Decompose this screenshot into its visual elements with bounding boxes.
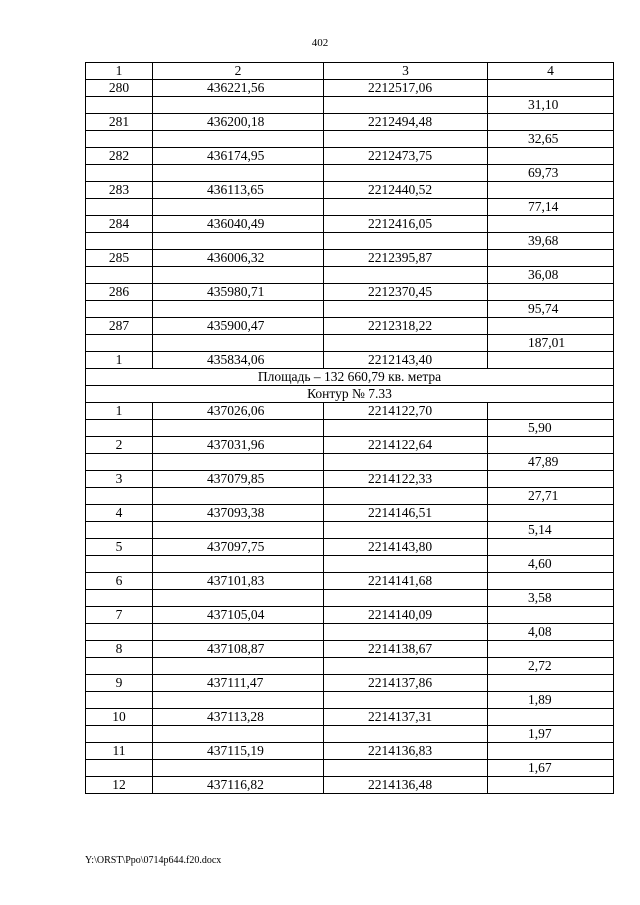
point-number <box>86 199 153 216</box>
header-cell: 2 <box>153 63 324 80</box>
point-number: 280 <box>86 80 153 97</box>
table-row <box>86 522 614 539</box>
table-row <box>86 471 614 488</box>
point-number: 285 <box>86 250 153 267</box>
coordinate-y: 2214122,33 <box>324 471 488 488</box>
coordinate-y <box>324 131 488 148</box>
coordinate-x <box>153 97 324 114</box>
point-number <box>86 420 153 437</box>
distance-cell <box>488 352 614 369</box>
coordinate-x <box>153 131 324 148</box>
table-row <box>86 250 614 267</box>
coordinate-y: 2212318,22 <box>324 318 488 335</box>
table-row <box>86 590 614 607</box>
point-number <box>86 488 153 505</box>
table-row <box>86 488 614 505</box>
distance-value: 2,72 <box>488 658 614 675</box>
coordinate-y <box>324 726 488 743</box>
point-number <box>86 760 153 777</box>
table-row <box>86 131 614 148</box>
coordinate-x <box>153 522 324 539</box>
point-number: 284 <box>86 216 153 233</box>
table-row <box>86 743 614 760</box>
coordinate-x: 437026,06 <box>153 403 324 420</box>
coordinate-y <box>324 692 488 709</box>
coordinate-x: 437111,47 <box>153 675 324 692</box>
distance-cell <box>488 148 614 165</box>
coordinate-y: 2214140,09 <box>324 607 488 624</box>
coordinate-y <box>324 658 488 675</box>
coordinate-y: 2212416,05 <box>324 216 488 233</box>
distance-value: 32,65 <box>488 131 614 148</box>
coordinate-y <box>324 760 488 777</box>
coordinate-x: 437093,38 <box>153 505 324 522</box>
distance-cell <box>488 216 614 233</box>
distance-value: 1,89 <box>488 692 614 709</box>
table-row <box>86 624 614 641</box>
coordinate-y: 2214141,68 <box>324 573 488 590</box>
table-row <box>86 114 614 131</box>
distance-cell <box>488 182 614 199</box>
distance-value: 69,73 <box>488 165 614 182</box>
distance-cell <box>488 114 614 131</box>
table-row <box>86 403 614 420</box>
coordinate-y <box>324 522 488 539</box>
section-row <box>86 369 614 386</box>
coordinate-y <box>324 488 488 505</box>
coordinate-x <box>153 624 324 641</box>
coordinate-x <box>153 556 324 573</box>
distance-cell <box>488 505 614 522</box>
distance-cell <box>488 539 614 556</box>
point-number <box>86 692 153 709</box>
coordinate-y <box>324 97 488 114</box>
distance-cell <box>488 675 614 692</box>
table-row <box>86 97 614 114</box>
table-row <box>86 454 614 471</box>
coordinate-x <box>153 454 324 471</box>
table-row <box>86 675 614 692</box>
coordinate-x: 436221,56 <box>153 80 324 97</box>
distance-value: 5,90 <box>488 420 614 437</box>
distance-cell <box>488 471 614 488</box>
distance-value: 4,08 <box>488 624 614 641</box>
coordinate-x: 436113,65 <box>153 182 324 199</box>
table-row <box>86 318 614 335</box>
point-number: 3 <box>86 471 153 488</box>
distance-value: 187,01 <box>488 335 614 352</box>
table-row <box>86 335 614 352</box>
coordinate-x: 436200,18 <box>153 114 324 131</box>
point-number: 11 <box>86 743 153 760</box>
coordinate-x: 435980,71 <box>153 284 324 301</box>
coordinate-y: 2214136,48 <box>324 777 488 794</box>
distance-value: 4,60 <box>488 556 614 573</box>
coordinate-y: 2212473,75 <box>324 148 488 165</box>
coordinate-y <box>324 165 488 182</box>
table-row <box>86 539 614 556</box>
distance-cell <box>488 318 614 335</box>
coordinate-y: 2214122,70 <box>324 403 488 420</box>
page-number: 402 <box>311 37 329 49</box>
section-heading: Площадь – 132 660,79 кв. метра <box>86 369 614 386</box>
section-row <box>86 386 614 403</box>
coordinate-x: 437097,75 <box>153 539 324 556</box>
table-row <box>86 352 614 369</box>
distance-value: 3,58 <box>488 590 614 607</box>
coordinate-x <box>153 335 324 352</box>
table-row <box>86 641 614 658</box>
coordinate-y <box>324 301 488 318</box>
table-row <box>86 709 614 726</box>
distance-value: 1,67 <box>488 760 614 777</box>
table-body <box>86 80 614 794</box>
coordinate-y <box>324 454 488 471</box>
point-number: 1 <box>86 403 153 420</box>
point-number: 282 <box>86 148 153 165</box>
distance-value: 5,14 <box>488 522 614 539</box>
table-row <box>86 437 614 454</box>
table-row <box>86 284 614 301</box>
distance-cell <box>488 641 614 658</box>
table-row <box>86 658 614 675</box>
coordinate-y <box>324 590 488 607</box>
table-row <box>86 760 614 777</box>
coordinate-x: 437108,87 <box>153 641 324 658</box>
coordinate-x <box>153 301 324 318</box>
table-row <box>86 80 614 97</box>
coordinate-x: 436006,32 <box>153 250 324 267</box>
coordinate-y: 2214146,51 <box>324 505 488 522</box>
table-row <box>86 573 614 590</box>
point-number: 9 <box>86 675 153 692</box>
distance-value: 1,97 <box>488 726 614 743</box>
coordinate-y: 2214136,83 <box>324 743 488 760</box>
point-number: 287 <box>86 318 153 335</box>
header-cell: 1 <box>86 63 153 80</box>
distance-cell <box>488 573 614 590</box>
point-number: 283 <box>86 182 153 199</box>
coordinate-x <box>153 760 324 777</box>
coordinate-x <box>153 267 324 284</box>
point-number: 4 <box>86 505 153 522</box>
table-row <box>86 726 614 743</box>
point-number <box>86 301 153 318</box>
coordinate-x: 436174,95 <box>153 148 324 165</box>
table-row <box>86 267 614 284</box>
point-number <box>86 233 153 250</box>
coordinate-y: 2212494,48 <box>324 114 488 131</box>
table-row <box>86 692 614 709</box>
coordinate-x <box>153 233 324 250</box>
distance-cell <box>488 437 614 454</box>
table-row <box>86 199 614 216</box>
point-number: 6 <box>86 573 153 590</box>
point-number: 2 <box>86 437 153 454</box>
table-header-row <box>86 63 614 80</box>
table-row <box>86 233 614 250</box>
table-row <box>86 556 614 573</box>
coordinate-x <box>153 590 324 607</box>
point-number <box>86 658 153 675</box>
coordinate-x <box>153 165 324 182</box>
header-cell: 4 <box>488 63 614 80</box>
coordinate-y <box>324 267 488 284</box>
coordinate-y <box>324 420 488 437</box>
coordinate-x: 437115,19 <box>153 743 324 760</box>
coordinate-y: 2214137,31 <box>324 709 488 726</box>
point-number <box>86 590 153 607</box>
table-row <box>86 777 614 794</box>
section-heading: Контур № 7.33 <box>86 386 614 403</box>
point-number <box>86 335 153 352</box>
coordinate-y: 2214137,86 <box>324 675 488 692</box>
point-number: 286 <box>86 284 153 301</box>
distance-cell <box>488 80 614 97</box>
coordinate-x: 437031,96 <box>153 437 324 454</box>
table-row <box>86 607 614 624</box>
coordinate-y: 2212440,52 <box>324 182 488 199</box>
point-number <box>86 522 153 539</box>
coordinate-y <box>324 335 488 352</box>
distance-cell <box>488 284 614 301</box>
coordinate-y: 2214143,80 <box>324 539 488 556</box>
distance-value: 36,08 <box>488 267 614 284</box>
point-number <box>86 131 153 148</box>
point-number <box>86 454 153 471</box>
point-number: 7 <box>86 607 153 624</box>
point-number: 8 <box>86 641 153 658</box>
distance-value: 39,68 <box>488 233 614 250</box>
table-row <box>86 420 614 437</box>
coordinate-y <box>324 556 488 573</box>
coordinate-y <box>324 624 488 641</box>
header-cell: 3 <box>324 63 488 80</box>
point-number <box>86 165 153 182</box>
coordinate-y: 2214122,64 <box>324 437 488 454</box>
table-row <box>86 182 614 199</box>
distance-value: 47,89 <box>488 454 614 471</box>
point-number <box>86 97 153 114</box>
table-row <box>86 505 614 522</box>
coordinate-y: 2212395,87 <box>324 250 488 267</box>
coordinate-x: 437116,82 <box>153 777 324 794</box>
distance-cell <box>488 709 614 726</box>
coordinate-x <box>153 488 324 505</box>
distance-cell <box>488 250 614 267</box>
point-number: 5 <box>86 539 153 556</box>
distance-cell <box>488 607 614 624</box>
distance-cell <box>488 403 614 420</box>
coordinate-y: 2214138,67 <box>324 641 488 658</box>
table-row <box>86 216 614 233</box>
coordinate-y: 2212370,45 <box>324 284 488 301</box>
table-row <box>86 165 614 182</box>
point-number <box>86 624 153 641</box>
coordinate-x: 435900,47 <box>153 318 324 335</box>
table-row <box>86 301 614 318</box>
coordinate-x <box>153 199 324 216</box>
coordinate-y <box>324 233 488 250</box>
point-number <box>86 556 153 573</box>
point-number: 281 <box>86 114 153 131</box>
point-number: 10 <box>86 709 153 726</box>
distance-value: 77,14 <box>488 199 614 216</box>
coordinate-y: 2212143,40 <box>324 352 488 369</box>
distance-cell <box>488 743 614 760</box>
coordinate-x: 437079,85 <box>153 471 324 488</box>
distance-value: 27,71 <box>488 488 614 505</box>
coordinate-x: 435834,06 <box>153 352 324 369</box>
coordinate-y <box>324 199 488 216</box>
table-row <box>86 148 614 165</box>
point-number: 1 <box>86 352 153 369</box>
coordinate-x: 437101,83 <box>153 573 324 590</box>
coordinate-x <box>153 692 324 709</box>
coordinate-x: 436040,49 <box>153 216 324 233</box>
distance-value: 31,10 <box>488 97 614 114</box>
coordinate-x <box>153 726 324 743</box>
distance-cell <box>488 777 614 794</box>
point-number <box>86 267 153 284</box>
coordinates-table <box>85 62 614 794</box>
file-path-footer: Y:\ORST\Ppo\0714p644.f20.docx <box>85 855 222 866</box>
coordinate-x <box>153 658 324 675</box>
coordinate-x: 437113,28 <box>153 709 324 726</box>
coordinate-x <box>153 420 324 437</box>
coordinate-y: 2212517,06 <box>324 80 488 97</box>
distance-value: 95,74 <box>488 301 614 318</box>
coordinate-x: 437105,04 <box>153 607 324 624</box>
point-number: 12 <box>86 777 153 794</box>
point-number <box>86 726 153 743</box>
